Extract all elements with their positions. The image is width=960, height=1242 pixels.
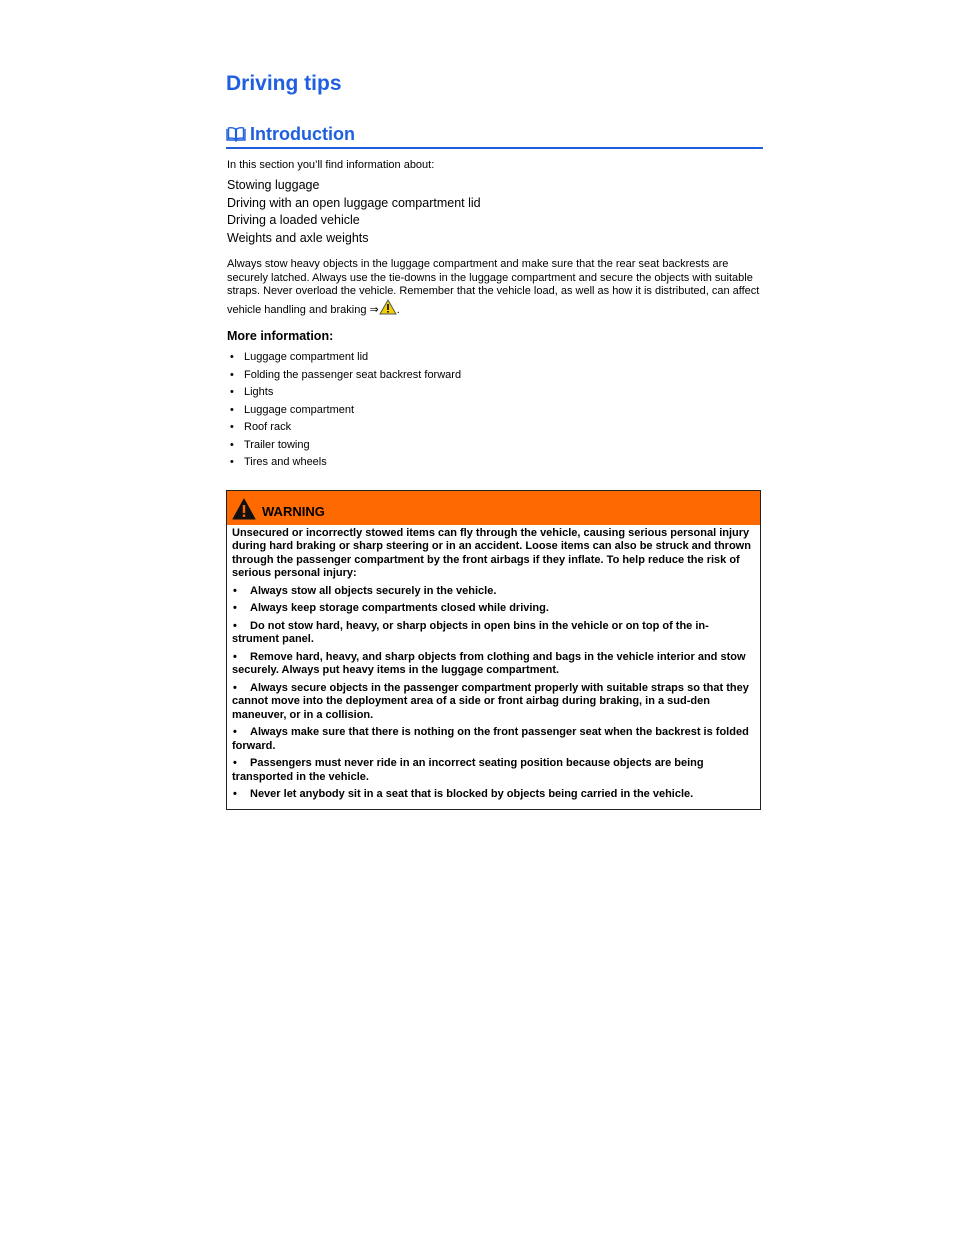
paragraph-text: Always stow heavy objects in the luggage compartment and make sure that the rear seat backrests are securely latched. Always use the tie-downs in the luggage compartment and secure the objects with suitable straps. Never overload the vehicle. Remember that the vehicle load, as well as how it is distributed, can affect vehicle handling and braking bbox=[227, 258, 760, 316]
manual-page bbox=[226, 70, 763, 810]
more-info-list bbox=[226, 349, 763, 472]
warning-label: WARNING bbox=[262, 503, 325, 519]
warning-item bbox=[232, 602, 755, 616]
section-header bbox=[226, 122, 763, 149]
warning-item bbox=[232, 726, 755, 753]
bullet: • bbox=[233, 584, 237, 597]
more-info-heading: More information: bbox=[227, 329, 334, 343]
warning-item bbox=[232, 620, 755, 647]
topic-item: Driving a loaded vehicle bbox=[227, 213, 360, 227]
warning-body bbox=[227, 525, 760, 809]
warning-reference-icon[interactable] bbox=[379, 299, 397, 315]
more-info-item-label: Luggage compartment bbox=[244, 403, 355, 416]
warning-item-text: Do not stow hard, heavy, or sharp objects in open bins in the vehicle or on top of the in-strument panel. bbox=[232, 619, 709, 645]
bullet: • bbox=[233, 726, 237, 738]
more-info-item[interactable] bbox=[230, 384, 763, 402]
more-info-item[interactable] bbox=[230, 349, 763, 367]
warning-item-text: Always make sure that there is nothing on the front passenger seat when the backrest is folded forward. bbox=[232, 726, 749, 752]
warning-header bbox=[227, 491, 760, 525]
topic-list bbox=[226, 177, 763, 247]
bullet: • bbox=[230, 438, 234, 451]
chapter-title: Driving tips bbox=[226, 72, 342, 95]
bullet: • bbox=[230, 403, 234, 416]
warning-item bbox=[232, 651, 755, 678]
warning-icon bbox=[232, 498, 256, 520]
more-info-item[interactable] bbox=[230, 402, 763, 420]
bullet: • bbox=[233, 650, 237, 663]
more-info-item[interactable] bbox=[230, 419, 763, 437]
intro-line: In this section you’ll find information about: bbox=[227, 159, 435, 171]
topic-item: Stowing luggage bbox=[227, 178, 320, 192]
bullet: • bbox=[230, 351, 234, 363]
bullet: • bbox=[233, 757, 237, 769]
warning-item bbox=[232, 788, 755, 802]
warning-item-text: Always stow all objects securely in the vehicle. bbox=[250, 584, 497, 597]
body-paragraph bbox=[227, 258, 763, 317]
warning-box bbox=[226, 490, 761, 810]
bullet: • bbox=[230, 421, 234, 433]
more-info-item[interactable] bbox=[230, 367, 763, 385]
book-icon bbox=[226, 126, 246, 142]
more-info-item-label: Folding the passenger seat backrest forward bbox=[244, 368, 462, 381]
warning-intro: Unsecured or incorrectly stowed items can fly through the vehicle, causing serious personal injury during hard braking or sharp steering or in an accident. Loose items can also be struck and thrown through the passenger compartment by the front airbags if they inflate. To help reduce the risk of serious personal injury: bbox=[232, 526, 751, 579]
more-info-item[interactable] bbox=[230, 437, 763, 455]
paragraph-end: . bbox=[396, 303, 400, 316]
warning-item-text: Remove hard, heavy, and sharp objects from clothing and bags in the vehicle interior and stow securely. Always put heavy items in the luggage compartment. bbox=[232, 650, 746, 676]
bullet: • bbox=[230, 368, 234, 381]
more-info-item[interactable] bbox=[230, 454, 763, 472]
bullet: • bbox=[233, 788, 237, 800]
topic-item: Weights and axle weights bbox=[227, 230, 369, 245]
bullet: • bbox=[233, 681, 237, 694]
more-info-item-label: Luggage compartment lid bbox=[244, 351, 369, 363]
warning-item bbox=[232, 682, 755, 723]
bullet: • bbox=[233, 602, 237, 614]
warning-item-text: Always secure objects in the passenger compartment properly with suitable straps so that they cannot move into the deployment area of a side or front airbag during braking, in a sud-den maneuver, or in a collision. bbox=[232, 681, 749, 721]
more-info-item-label: Tires and wheels bbox=[244, 456, 327, 468]
topic-item: Driving with an open luggage compartment lid bbox=[227, 195, 481, 210]
warning-item-text: Always keep storage compartments closed while driving. bbox=[250, 602, 549, 614]
more-info-item-label: Trailer towing bbox=[244, 438, 310, 451]
warning-item bbox=[232, 757, 755, 784]
section-title: Introduction bbox=[250, 124, 355, 144]
more-info-item-label: Roof rack bbox=[244, 421, 292, 433]
reference-arrow: ⇒ bbox=[369, 303, 379, 316]
warning-item-text: Passengers must never ride in an incorrect seating position because objects are being transported in the vehicle. bbox=[232, 757, 704, 783]
bullet: • bbox=[230, 456, 234, 468]
warning-list bbox=[232, 585, 755, 802]
more-info-item-label: Lights bbox=[244, 386, 274, 398]
warning-item-text: Never let anybody sit in a seat that is blocked by objects being carried in the vehicle. bbox=[250, 788, 694, 800]
warning-item bbox=[232, 585, 755, 599]
bullet: • bbox=[233, 619, 237, 632]
bullet: • bbox=[230, 386, 234, 398]
